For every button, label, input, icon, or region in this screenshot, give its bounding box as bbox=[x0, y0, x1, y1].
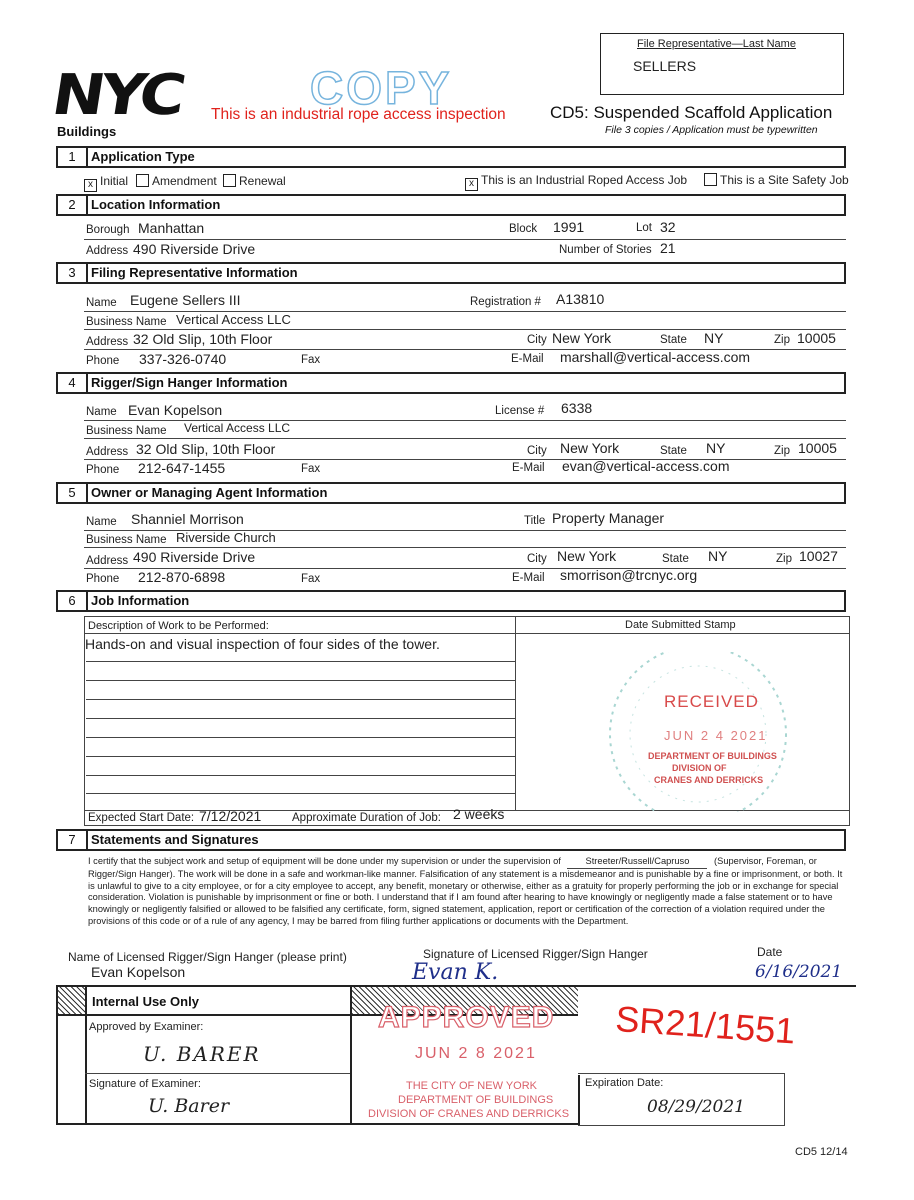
owner-city-label: City bbox=[527, 553, 547, 565]
block-label: Block bbox=[509, 223, 538, 235]
borough-value[interactable]: Manhattan bbox=[138, 220, 205, 236]
owner-title-label: Title bbox=[524, 515, 546, 527]
signature-date[interactable]: 6/16/2021 bbox=[755, 962, 843, 982]
cert-lead: I certify that the subject work and setup of equipment will be done under my supervision or under the supervision of bbox=[88, 856, 561, 866]
duration-value[interactable]: 2 weeks bbox=[453, 806, 505, 822]
site-safety-label: This is a Site Safety Job bbox=[720, 173, 849, 187]
license-label: License # bbox=[495, 405, 545, 417]
renewal-option[interactable] bbox=[223, 174, 286, 188]
rigger-signature-label: Signature of Licensed Rigger/Sign Hanger bbox=[423, 947, 648, 961]
borough-label: Borough bbox=[86, 224, 130, 236]
received-title: RECEIVED bbox=[664, 692, 759, 711]
registration-label: Registration # bbox=[470, 296, 541, 308]
approved-by-value[interactable]: U. BARER bbox=[143, 1042, 261, 1066]
form-subtitle: File 3 copies / Application must be typewritten bbox=[605, 124, 818, 136]
owner-zip-label: Zip bbox=[776, 553, 792, 565]
rigger-signature[interactable]: Evan K. bbox=[412, 960, 499, 985]
examiner-signature[interactable]: U. Barer bbox=[148, 1095, 230, 1117]
owner-zip-value[interactable]: 10027 bbox=[799, 548, 838, 564]
section-title: Owner or Managing Agent Information bbox=[91, 485, 328, 500]
rigger-name-label: Name bbox=[86, 406, 117, 418]
rope-access-note: This is an industrial rope access inspection bbox=[211, 106, 506, 123]
rope-access-checkbox[interactable]: x bbox=[465, 178, 478, 191]
examiner-signature-label: Signature of Examiner: bbox=[89, 1078, 201, 1090]
file-rep-value: SELLERS bbox=[633, 58, 697, 74]
sr-number: SR21/1551 bbox=[614, 998, 797, 1052]
form-title: CD5: Suspended Scaffold Application bbox=[550, 103, 833, 122]
rep-state-value[interactable]: NY bbox=[704, 330, 724, 346]
nyc-logo-sub: Buildings bbox=[57, 124, 117, 139]
address-label: Address bbox=[86, 245, 129, 257]
received-line-1: DEPARTMENT OF BUILDINGS bbox=[648, 751, 777, 761]
rigger-fax-label: Fax bbox=[301, 463, 321, 475]
section-7-header bbox=[56, 829, 846, 851]
owner-business-value[interactable]: Riverside Church bbox=[176, 530, 276, 545]
rep-name-label: Name bbox=[86, 297, 117, 309]
initial-option[interactable] bbox=[84, 174, 128, 192]
rigger-state-label: State bbox=[660, 445, 687, 457]
rigger-email-value[interactable]: evan@vertical-access.com bbox=[562, 458, 730, 474]
section-number: 3 bbox=[58, 264, 88, 282]
owner-address-value[interactable]: 490 Riverside Drive bbox=[133, 549, 256, 565]
section-2-header bbox=[56, 194, 846, 216]
rigger-email-label: E-Mail bbox=[512, 462, 545, 474]
section-3-header bbox=[56, 262, 846, 284]
approved-date: JUN 2 8 2021 bbox=[415, 1045, 537, 1062]
rep-email-value[interactable]: marshall@vertical-access.com bbox=[560, 349, 751, 365]
approved-city-3: DIVISION OF CRANES AND DERRICKS bbox=[368, 1108, 570, 1120]
work-description-label: Description of Work to be Performed: bbox=[88, 620, 269, 632]
rigger-address-label: Address bbox=[86, 446, 129, 458]
approved-city-2: DEPARTMENT OF BUILDINGS bbox=[398, 1094, 554, 1106]
section-number: 4 bbox=[58, 374, 88, 392]
owner-name-value[interactable]: Shanniel Morrison bbox=[131, 511, 244, 527]
rep-address-label: Address bbox=[86, 336, 129, 348]
owner-phone-label: Phone bbox=[86, 573, 120, 585]
section-4-header bbox=[56, 372, 846, 394]
rigger-business-value[interactable]: Vertical Access LLC bbox=[184, 421, 291, 435]
section-title: Location Information bbox=[91, 197, 221, 212]
rigger-city-value[interactable]: New York bbox=[560, 440, 620, 456]
stories-label: Number of Stories bbox=[559, 244, 652, 256]
work-description-value[interactable]: Hands-on and visual inspection of four sides of the tower. bbox=[85, 636, 440, 652]
print-name-value[interactable]: Evan Kopelson bbox=[91, 964, 186, 980]
section-number: 6 bbox=[58, 592, 88, 610]
approved-by-label: Approved by Examiner: bbox=[89, 1021, 204, 1033]
received-line-2: DIVISION OF bbox=[672, 763, 727, 773]
rep-phone-value[interactable]: 337-326-0740 bbox=[139, 351, 227, 367]
renewal-checkbox[interactable] bbox=[223, 174, 236, 187]
initial-label: Initial bbox=[100, 174, 129, 188]
cert-body: Foreman, or Rigger/Sign Hanger). The work will be done in a safe and workman-like manner. Falsification of any statement is a misdemeanor and is punishable by a fine or imprisonment, or both. It is unlawful to give to a city employee, or for a city employee to accept, any benefit, monetary or otherwise, either as a gratuity for properly performing the job or in exchange for special consideration. Violation is punishable by imprisonment or fine or both. I understand that if I am found after hearing to have knowingly or negligently made a false statement or to have knowingly or negligently falsified or allowed to be falsified any certificate, form, signed statement, application, report or certification of the correction of a violation required under the provisions of this code or of a rule of any agency, I may be barred from filing further applications or documents with the Department. bbox=[88, 856, 843, 926]
section-title: Filing Representative Information bbox=[91, 265, 298, 280]
rep-business-value[interactable]: Vertical Access LLC bbox=[176, 312, 291, 327]
site-safety-checkbox[interactable] bbox=[704, 173, 717, 186]
registration-value[interactable]: A13810 bbox=[556, 291, 605, 307]
nyc-logo: NYC bbox=[47, 63, 187, 128]
rigger-phone-value[interactable]: 212-647-1455 bbox=[138, 460, 226, 476]
rigger-zip-label: Zip bbox=[774, 445, 790, 457]
rep-address-value[interactable]: 32 Old Slip, 10th Floor bbox=[133, 331, 273, 347]
section-number: 1 bbox=[58, 148, 88, 166]
address-value[interactable]: 490 Riverside Drive bbox=[133, 241, 256, 257]
form-code: CD5 12/14 bbox=[795, 1146, 848, 1158]
amendment-label: Amendment bbox=[152, 174, 217, 188]
rigger-business-label: Business Name bbox=[86, 425, 167, 437]
section-title: Statements and Signatures bbox=[91, 832, 259, 847]
owner-state-value[interactable]: NY bbox=[708, 548, 728, 564]
duration-label: Approximate Duration of Job: bbox=[292, 812, 441, 824]
owner-phone-value[interactable]: 212-870-6898 bbox=[138, 569, 226, 585]
owner-title-value[interactable]: Property Manager bbox=[552, 510, 665, 526]
renewal-label: Renewal bbox=[239, 174, 286, 188]
owner-email-value[interactable]: smorrison@trcnyc.org bbox=[560, 567, 698, 583]
rep-city-label: City bbox=[527, 334, 547, 346]
amendment-option[interactable] bbox=[136, 174, 217, 188]
section-6-header bbox=[56, 590, 846, 612]
date-submitted-label: Date Submitted Stamp bbox=[625, 619, 736, 631]
section-5-header bbox=[56, 482, 846, 504]
rigger-state-value[interactable]: NY bbox=[706, 440, 726, 456]
owner-business-label: Business Name bbox=[86, 534, 167, 546]
rep-name-value[interactable]: Eugene Sellers III bbox=[130, 292, 241, 308]
approved-city-1: THE CITY OF NEW YORK bbox=[406, 1080, 537, 1092]
owner-fax-label: Fax bbox=[301, 573, 321, 585]
section-number: 7 bbox=[58, 831, 88, 849]
rep-zip-label: Zip bbox=[774, 334, 790, 346]
internal-use-title: Internal Use Only bbox=[92, 994, 199, 1009]
owner-address-label: Address bbox=[86, 555, 129, 567]
start-date-label: Expected Start Date: bbox=[88, 812, 195, 824]
section-title: Application Type bbox=[91, 149, 195, 164]
expiration-label: Expiration Date: bbox=[585, 1077, 664, 1089]
site-safety-option[interactable] bbox=[704, 173, 849, 187]
owner-email-label: E-Mail bbox=[512, 572, 545, 584]
block-value[interactable]: 1991 bbox=[553, 219, 585, 235]
received-date: JUN 2 4 2021 bbox=[664, 728, 768, 743]
received-line-3: CRANES AND DERRICKS bbox=[654, 775, 764, 785]
certification-text bbox=[88, 856, 848, 928]
rep-zip-value[interactable]: 10005 bbox=[797, 330, 836, 346]
approved-stamp: APPROVED bbox=[378, 1001, 555, 1034]
rigger-city-label: City bbox=[527, 445, 547, 457]
section-title: Rigger/Sign Hanger Information bbox=[91, 375, 288, 390]
expiration-value[interactable]: 08/29/2021 bbox=[647, 1097, 745, 1117]
owner-name-label: Name bbox=[86, 516, 117, 528]
rep-state-label: State bbox=[660, 334, 687, 346]
internal-hatch-left bbox=[58, 987, 85, 1014]
section-number: 2 bbox=[58, 196, 88, 214]
section-1-header bbox=[56, 146, 846, 168]
rope-access-label: This is an Industrial Roped Access Job bbox=[481, 173, 688, 187]
section-number: 5 bbox=[58, 484, 88, 502]
rigger-name-value[interactable]: Evan Kopelson bbox=[128, 402, 223, 418]
copy-stamp: COPY bbox=[310, 62, 453, 114]
owner-city-value[interactable]: New York bbox=[557, 548, 617, 564]
file-rep-label: File Representative—Last Name bbox=[637, 38, 796, 50]
rep-phone-label: Phone bbox=[86, 355, 120, 367]
license-value[interactable]: 6338 bbox=[561, 400, 593, 416]
lot-label: Lot bbox=[636, 222, 652, 234]
supervisor-names[interactable]: Streeter/Russell/Capruso bbox=[567, 856, 707, 869]
amendment-checkbox[interactable] bbox=[136, 174, 149, 187]
rep-fax-label: Fax bbox=[301, 354, 321, 366]
rep-business-label: Business Name bbox=[86, 316, 167, 328]
rigger-zip-value[interactable]: 10005 bbox=[798, 440, 837, 456]
rigger-address-value[interactable]: 32 Old Slip, 10th Floor bbox=[136, 441, 276, 457]
cert-supervisor-suffix: (Supervisor, bbox=[714, 856, 764, 866]
section-title: Job Information bbox=[91, 593, 190, 608]
rigger-phone-label: Phone bbox=[86, 464, 120, 476]
owner-state-label: State bbox=[662, 553, 689, 565]
print-name-label: Name of Licensed Rigger/Sign Hanger (please print) bbox=[68, 950, 347, 964]
date-label: Date bbox=[757, 945, 783, 959]
rope-access-option[interactable] bbox=[465, 173, 687, 191]
lot-value[interactable]: 32 bbox=[660, 219, 676, 235]
initial-checkbox[interactable]: x bbox=[84, 179, 97, 192]
rep-city-value[interactable]: New York bbox=[552, 330, 612, 346]
rep-email-label: E-Mail bbox=[511, 353, 544, 365]
received-stamp bbox=[592, 652, 804, 812]
stories-value[interactable]: 21 bbox=[660, 240, 676, 256]
start-date-value[interactable]: 7/12/2021 bbox=[199, 808, 262, 824]
